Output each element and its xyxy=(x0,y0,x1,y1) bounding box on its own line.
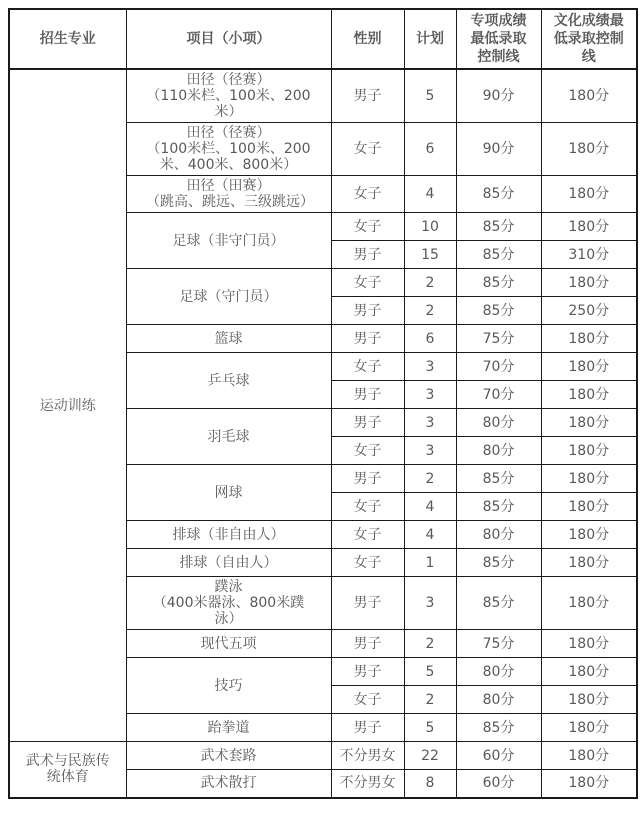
gender-cell: 男子 xyxy=(331,658,404,686)
special-min-cell: 85分 xyxy=(456,213,541,241)
project-cell xyxy=(126,123,331,176)
culture-min-cell: 310分 xyxy=(541,241,637,269)
project-name: 足球（守门员） xyxy=(179,288,278,305)
gender-cell: 女子 xyxy=(331,269,404,297)
plan-cell: 3 xyxy=(404,577,456,630)
table-row xyxy=(9,69,637,123)
plan-cell: 5 xyxy=(404,658,456,686)
culture-min-cell: 180分 xyxy=(541,325,637,353)
gender-cell: 男子 xyxy=(331,409,404,437)
culture-min-cell: 180分 xyxy=(541,409,637,437)
project-detail: （跳高、跳远、三级跳远） xyxy=(146,194,314,210)
special-min-cell: 85分 xyxy=(456,176,541,213)
gender-cell: 男子 xyxy=(331,714,404,742)
project-name: 现代五项 xyxy=(200,635,257,652)
project-name: 篮球 xyxy=(214,330,243,347)
project-cell xyxy=(126,658,331,714)
project-name: 跆拳道 xyxy=(207,719,250,736)
project-name: 网球 xyxy=(214,484,243,501)
project-cell xyxy=(126,409,331,465)
culture-min-cell: 180分 xyxy=(541,577,637,630)
special-min-cell: 85分 xyxy=(456,241,541,269)
plan-cell: 2 xyxy=(404,297,456,325)
project-cell xyxy=(126,69,331,123)
plan-cell: 5 xyxy=(404,714,456,742)
special-min-cell: 75分 xyxy=(456,325,541,353)
project-name: 田径（径赛） xyxy=(186,125,271,141)
col-header-special-min: 专项成绩最低录取控制线 xyxy=(456,9,541,69)
gender-cell: 男子 xyxy=(331,630,404,658)
project-name: 武术散打 xyxy=(200,775,257,792)
project-detail: （110米栏、100米、200米） xyxy=(146,88,311,120)
culture-min-cell: 180分 xyxy=(541,658,637,686)
project-cell xyxy=(126,213,331,269)
project-cell xyxy=(126,577,331,630)
special-min-cell: 90分 xyxy=(456,69,541,123)
gender-cell: 男子 xyxy=(331,325,404,353)
plan-cell: 6 xyxy=(404,325,456,353)
plan-cell: 10 xyxy=(404,213,456,241)
project-name: 蹼泳 xyxy=(214,579,243,595)
plan-cell: 15 xyxy=(404,241,456,269)
table-row xyxy=(9,742,637,770)
col-header-project: 项目（小项） xyxy=(126,9,331,69)
plan-cell: 4 xyxy=(404,176,456,213)
gender-cell: 男子 xyxy=(331,69,404,123)
major-label: 运动训练 xyxy=(39,397,96,414)
plan-cell: 3 xyxy=(404,409,456,437)
gender-cell: 女子 xyxy=(331,213,404,241)
plan-cell: 4 xyxy=(404,493,456,521)
special-min-cell: 90分 xyxy=(456,123,541,176)
gender-cell: 女子 xyxy=(331,493,404,521)
project-cell xyxy=(126,630,331,658)
special-min-cell: 85分 xyxy=(456,714,541,742)
special-min-cell: 60分 xyxy=(456,742,541,770)
project-name: 羽毛球 xyxy=(207,428,250,445)
project-cell xyxy=(126,742,331,770)
culture-min-cell: 180分 xyxy=(541,213,637,241)
gender-cell: 男子 xyxy=(331,577,404,630)
culture-min-cell: 180分 xyxy=(541,269,637,297)
culture-min-cell: 180分 xyxy=(541,465,637,493)
admissions-table xyxy=(8,8,638,799)
project-name: 田径（径赛） xyxy=(186,72,271,88)
culture-min-cell: 180分 xyxy=(541,381,637,409)
header-row xyxy=(9,9,637,69)
special-min-cell: 60分 xyxy=(456,770,541,798)
special-min-cell: 80分 xyxy=(456,409,541,437)
gender-cell: 男子 xyxy=(331,297,404,325)
plan-cell: 2 xyxy=(404,269,456,297)
plan-cell: 3 xyxy=(404,381,456,409)
gender-cell: 女子 xyxy=(331,437,404,465)
col-header-gender: 性别 xyxy=(331,9,404,69)
special-min-cell: 80分 xyxy=(456,437,541,465)
project-cell xyxy=(126,465,331,521)
gender-cell: 女子 xyxy=(331,176,404,213)
gender-cell: 不分男女 xyxy=(331,742,404,770)
plan-cell: 22 xyxy=(404,742,456,770)
gender-cell: 女子 xyxy=(331,549,404,577)
plan-cell: 4 xyxy=(404,521,456,549)
project-cell xyxy=(126,325,331,353)
project-name: 乒乓球 xyxy=(207,372,250,389)
plan-cell: 2 xyxy=(404,630,456,658)
project-cell xyxy=(126,770,331,798)
project-cell xyxy=(126,176,331,213)
special-min-cell: 85分 xyxy=(456,269,541,297)
culture-min-cell: 180分 xyxy=(541,437,637,465)
culture-min-cell: 180分 xyxy=(541,742,637,770)
gender-cell: 男子 xyxy=(331,381,404,409)
plan-cell: 5 xyxy=(404,69,456,123)
gender-cell: 不分男女 xyxy=(331,770,404,798)
project-cell xyxy=(126,353,331,409)
plan-cell: 1 xyxy=(404,549,456,577)
project-cell xyxy=(126,549,331,577)
culture-min-cell: 180分 xyxy=(541,714,637,742)
plan-cell: 2 xyxy=(404,465,456,493)
project-cell xyxy=(126,269,331,325)
culture-min-cell: 180分 xyxy=(541,69,637,123)
gender-cell: 女子 xyxy=(331,353,404,381)
project-name: 技巧 xyxy=(214,677,243,694)
major-cell xyxy=(9,69,126,742)
col-header-plan: 计划 xyxy=(404,9,456,69)
project-cell xyxy=(126,521,331,549)
project-name: 排球（自由人） xyxy=(179,554,278,571)
gender-cell: 女子 xyxy=(331,686,404,714)
special-min-cell: 80分 xyxy=(456,686,541,714)
project-name: 武术套路 xyxy=(200,747,257,764)
plan-cell: 8 xyxy=(404,770,456,798)
culture-min-cell: 180分 xyxy=(541,686,637,714)
major-label: 武术与民族传统体育 xyxy=(25,753,110,786)
plan-cell: 3 xyxy=(404,437,456,465)
culture-min-cell: 180分 xyxy=(541,353,637,381)
culture-min-cell: 180分 xyxy=(541,630,637,658)
col-header-culture-min: 文化成绩最低录取控制线 xyxy=(541,9,637,69)
project-name: 排球（非自由人） xyxy=(172,526,285,543)
project-detail: （400米器泳、800米蹼泳） xyxy=(152,595,305,627)
culture-min-cell: 180分 xyxy=(541,176,637,213)
culture-min-cell: 180分 xyxy=(541,521,637,549)
culture-min-cell: 250分 xyxy=(541,297,637,325)
special-min-cell: 85分 xyxy=(456,297,541,325)
culture-min-cell: 180分 xyxy=(541,493,637,521)
special-min-cell: 85分 xyxy=(456,549,541,577)
major-cell xyxy=(9,742,126,798)
special-min-cell: 80分 xyxy=(456,521,541,549)
special-min-cell: 85分 xyxy=(456,465,541,493)
gender-cell: 男子 xyxy=(331,241,404,269)
culture-min-cell: 180分 xyxy=(541,123,637,176)
gender-cell: 男子 xyxy=(331,465,404,493)
project-name: 田径（田赛） xyxy=(186,178,271,194)
special-min-cell: 75分 xyxy=(456,630,541,658)
col-header-major: 招生专业 xyxy=(9,9,126,69)
gender-cell: 女子 xyxy=(331,123,404,176)
project-cell xyxy=(126,714,331,742)
culture-min-cell: 180分 xyxy=(541,549,637,577)
plan-cell: 2 xyxy=(404,686,456,714)
project-name: 足球（非守门员） xyxy=(172,232,285,249)
special-min-cell: 70分 xyxy=(456,381,541,409)
special-min-cell: 70分 xyxy=(456,353,541,381)
special-min-cell: 85分 xyxy=(456,577,541,630)
gender-cell: 女子 xyxy=(331,521,404,549)
special-min-cell: 85分 xyxy=(456,493,541,521)
plan-cell: 3 xyxy=(404,353,456,381)
special-min-cell: 80分 xyxy=(456,658,541,686)
plan-cell: 6 xyxy=(404,123,456,176)
culture-min-cell: 180分 xyxy=(541,770,637,798)
project-detail: （100米栏、100米、200米、400米、800米） xyxy=(146,141,311,173)
